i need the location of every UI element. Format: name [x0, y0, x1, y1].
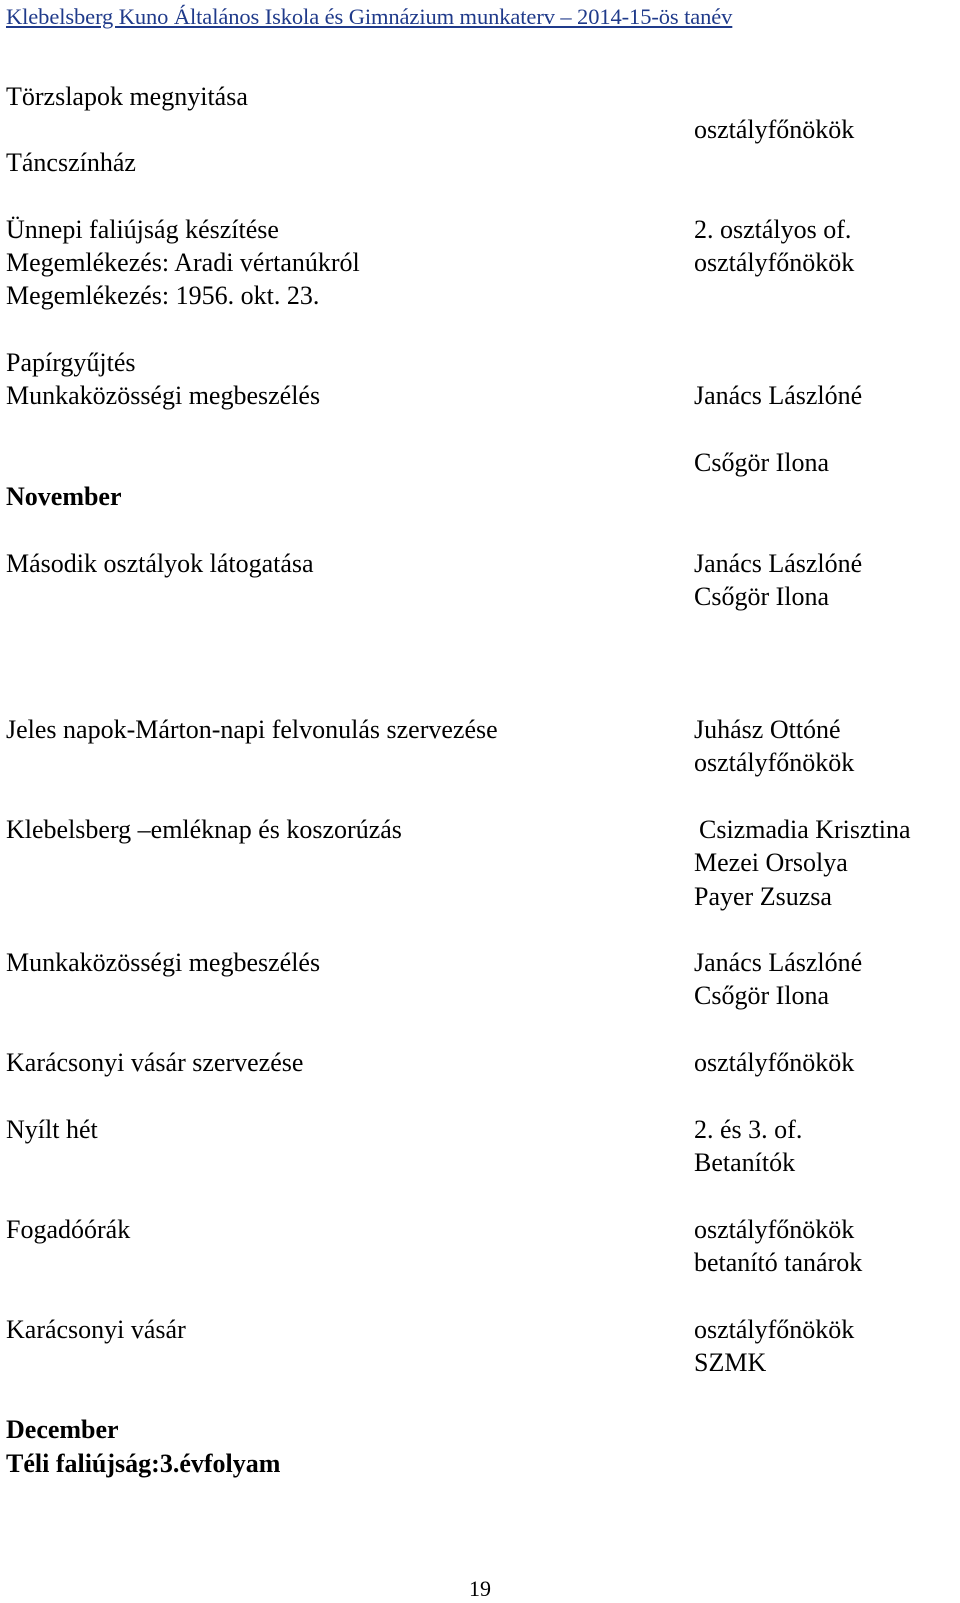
responsible-line: Mezei Orsolya — [694, 848, 848, 877]
event-nyilt-het: Nyílt hét — [6, 1115, 98, 1144]
responsible-unnepi-faliujsag: 2. osztályos of. — [694, 215, 852, 244]
page-number: 19 — [469, 1576, 491, 1601]
responsible-tancszinhaz: osztályfőnökök — [694, 115, 855, 144]
responsible-line: osztályfőnökök — [694, 1215, 855, 1244]
event-marton-nap: Jeles napok-Márton-napi felvonulás szervezése — [6, 715, 498, 744]
responsible-line: SZMK — [694, 1348, 767, 1377]
event-1956: Megemlékezés: 1956. okt. 23. — [6, 281, 320, 310]
event-munkakozossegi-nov: Munkaközösségi megbeszélés — [6, 948, 321, 977]
event-karacsonyi-vasar-szervezese: Karácsonyi vásár szervezése — [6, 1048, 304, 1077]
responsible-line: Janács Lászlóné — [694, 549, 863, 578]
responsible-munkakozossegi-oct: Janács Lászlóné — [694, 381, 863, 410]
responsible-line: Janács Lászlóné — [694, 948, 863, 977]
event-tancszinhaz: Táncszínház — [6, 148, 136, 177]
responsible-line: Payer Zsuzsa — [694, 882, 832, 911]
event-munkakozossegi-oct: Munkaközösségi megbeszélés — [6, 381, 321, 410]
responsible-line: Betanítók — [694, 1148, 796, 1177]
event-aradi-vertanuk: Megemlékezés: Aradi vértanúkról — [6, 248, 360, 277]
month-heading-november: November — [6, 482, 122, 511]
responsible-csogor-oct: Csőgör Ilona — [694, 448, 830, 477]
event-klebelsberg-emleknap: Klebelsberg –emléknap és koszorúzás — [6, 815, 402, 844]
event-karacsonyi-vasar: Karácsonyi vásár — [6, 1315, 186, 1344]
event-unnepi-faliujsag: Ünnepi faliújság készítése — [6, 215, 279, 244]
responsible-aradi-vertanuk: osztályfőnökök — [694, 248, 855, 277]
event-torzslapok: Törzslapok megnyitása — [6, 82, 248, 111]
month-heading-december: December — [6, 1415, 119, 1444]
responsible-line: betanító tanárok — [694, 1248, 863, 1277]
responsible-line: Csőgör Ilona — [694, 981, 830, 1010]
event-fogadoorak: Fogadóórák — [6, 1215, 131, 1244]
responsible-line: Csizmadia Krisztina — [699, 815, 911, 844]
responsible-line: osztályfőnökök — [694, 748, 855, 777]
responsible-line: Juhász Ottóné — [694, 715, 841, 744]
responsible-line: Csőgör Ilona — [694, 582, 830, 611]
event-teli-faliujsag: Téli faliújság:3.évfolyam — [6, 1449, 281, 1478]
document-header: Klebelsberg Kuno Általános Iskola és Gimnázium munkaterv – 2014-15-ös tanév — [6, 4, 733, 29]
responsible-line: 2. és 3. of. — [694, 1115, 803, 1144]
responsible-line: osztályfőnökök — [694, 1048, 855, 1077]
event-masodik-osztalyok: Második osztályok látogatása — [6, 549, 314, 578]
event-papirgyujtes: Papírgyűjtés — [6, 348, 136, 377]
responsible-line: osztályfőnökök — [694, 1315, 855, 1344]
